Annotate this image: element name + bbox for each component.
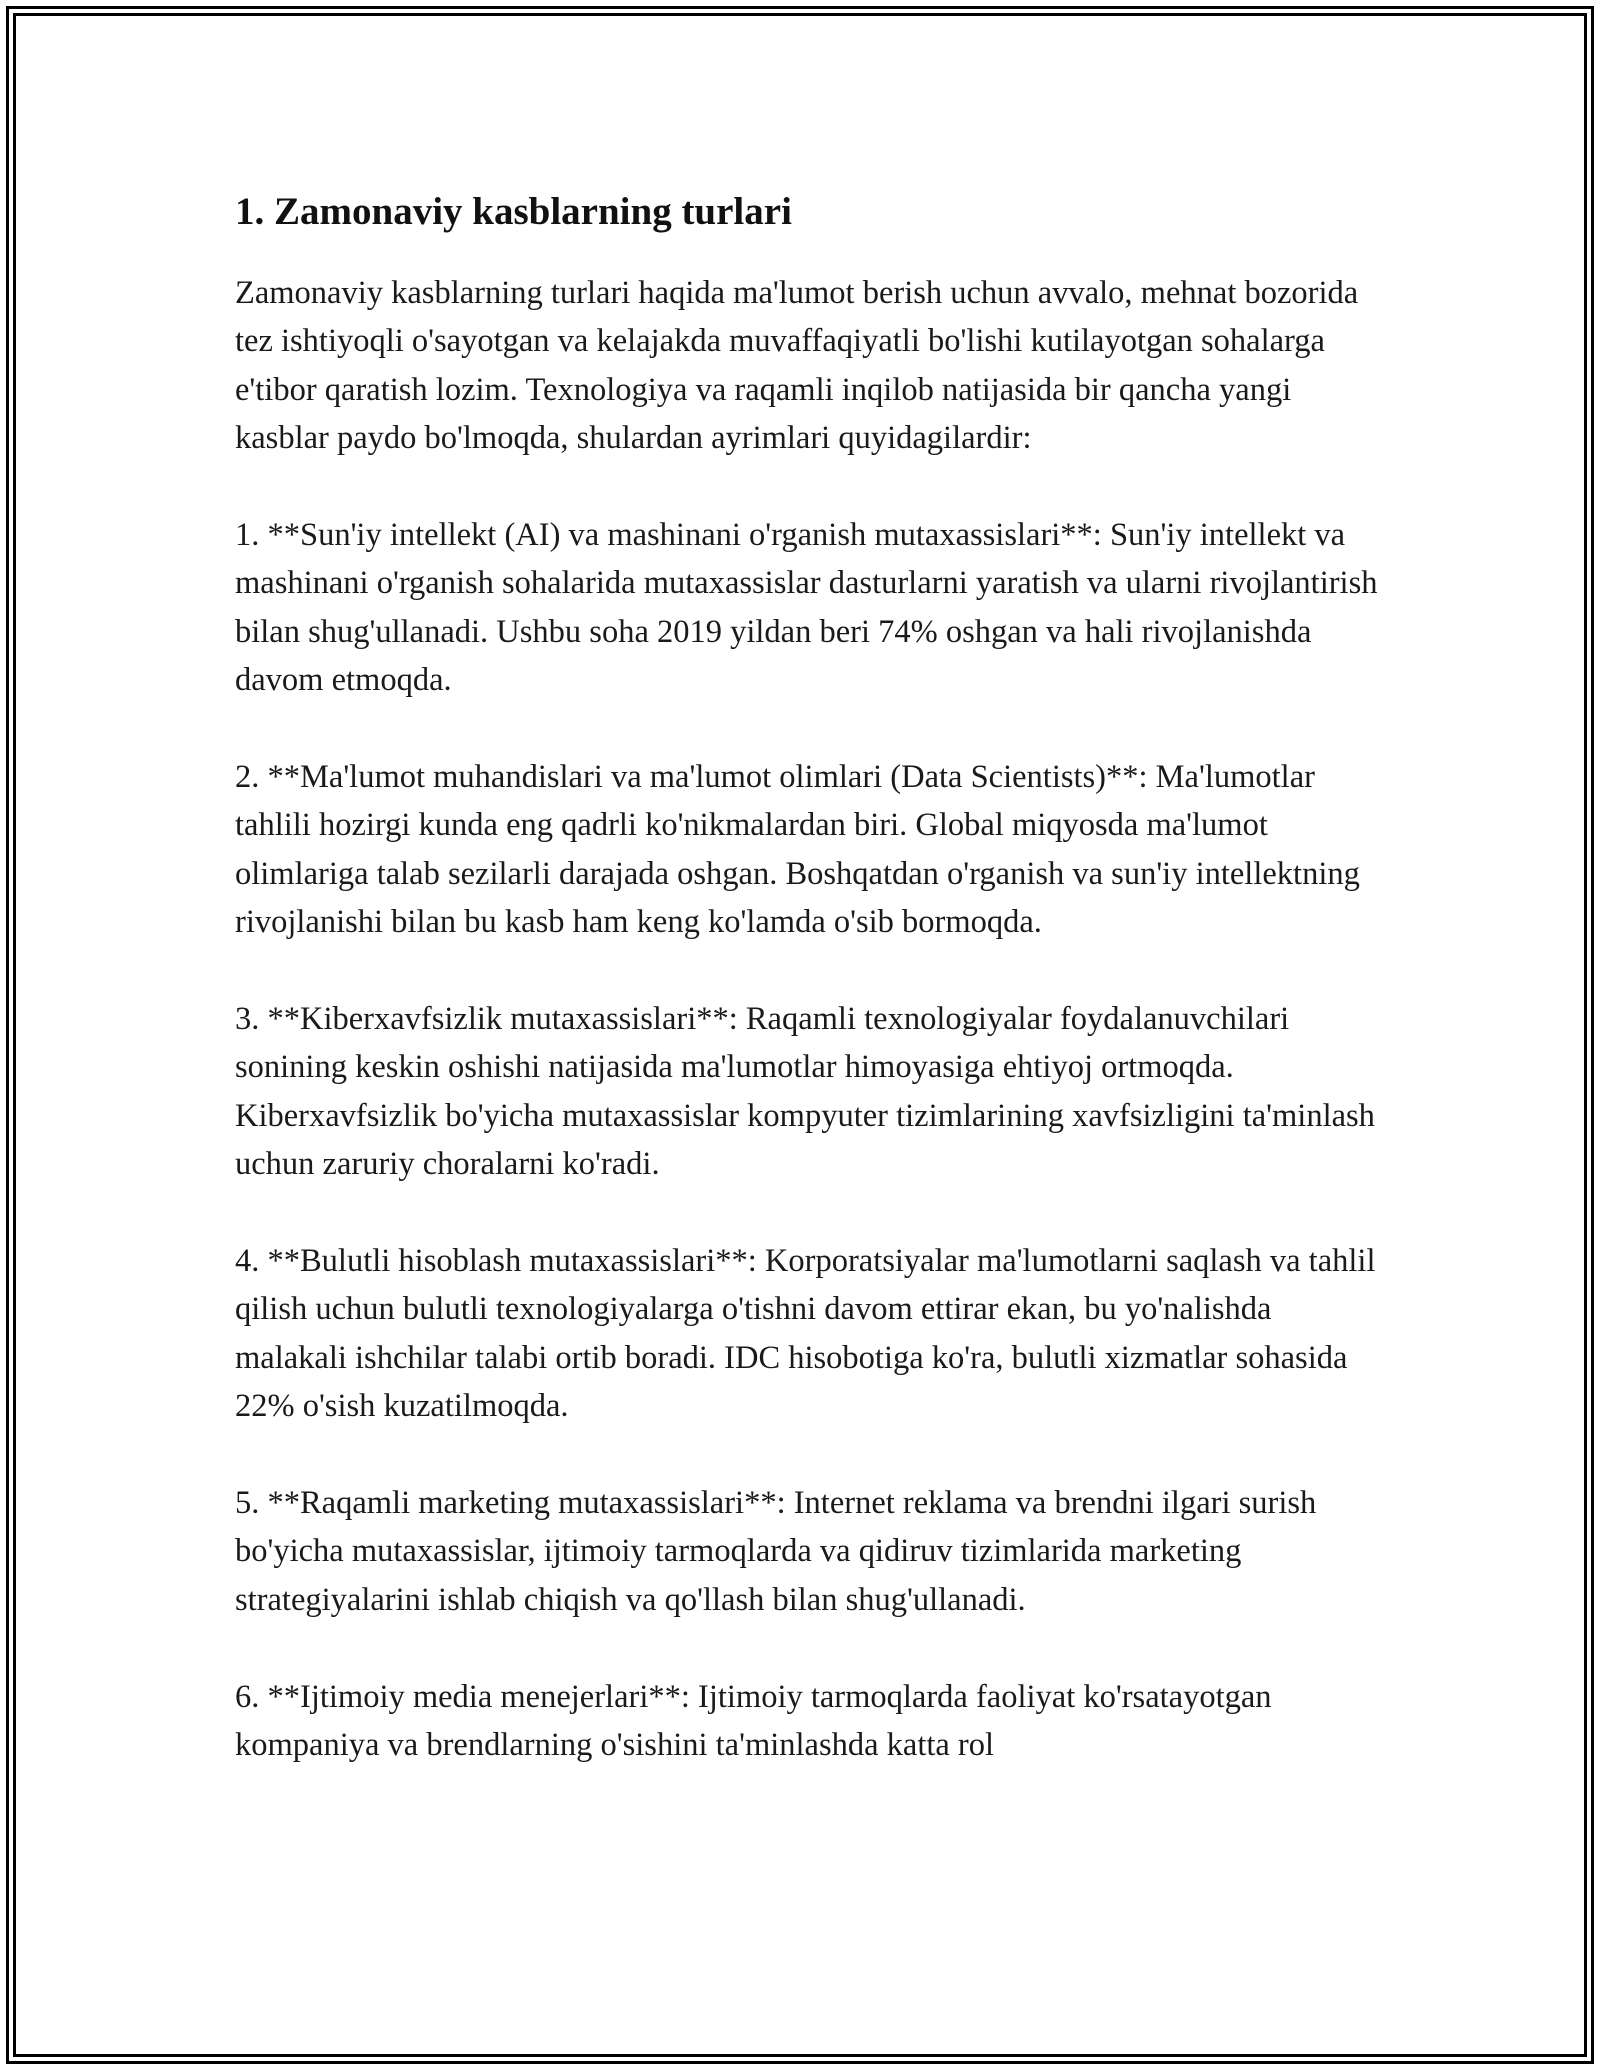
document-body <box>235 183 1385 1770</box>
list-item-data-scientists: 2. **Ma'lumot muhandislari va ma'lumot olimlari (Data Scientists)**: Ma'lumotlar tahlili hozirgi kunda eng qadrli ko'nikmalardan biri. Global miqyosda ma'lumot olimlariga talab sezilarli darajada oshgan. Boshqatdan o'rganish va sun'iy intellektning rivojlanishi bilan bu kasb ham keng ko'lamda o'sib bormoqda. <box>235 759 1360 941</box>
list-item-cloud-computing: 4. **Bulutli hisoblash mutaxassislari**: Korporatsiyalar ma'lumotlarni saqlash va tahlil qilish uchun bulutli texnologiyalarga o'tishni davom ettirar ekan, bu yo'nalishda malakali ishchilar talabi ortib boradi. IDC hisobotiga ko'ra, bulutli xizmatlar sohasida 22% o'sish kuzatilmoqda. <box>235 1243 1376 1425</box>
list-item-cybersecurity: 3. **Kiberxavfsizlik mutaxassislari**: Raqamli texnologiyalar foydalanuvchilari sonining keskin oshishi natijasida ma'lumotlar himoyasiga ehtiyoj ortmoqda. Kiberxavfsizlik bo'yicha mutaxassislar kompyuter tizimlarining xavfsizligini ta'minlash uchun zaruriy choralarni ko'radi. <box>235 1001 1375 1183</box>
list-item-ai-specialists: 1. **Sun'iy intellekt (AI) va mashinani o'rganish mutaxassislari**: Sun'iy intellekt va mashinani o'rganish sohalarida mutaxassislar dasturlarni yaratish va ularni rivojlantirish bilan shug'ullanadi. Ushbu soha 2019 yildan beri 74% oshgan va hali rivojlanishda davom etmoqda. <box>235 517 1378 699</box>
list-item-social-media: 6. **Ijtimoiy media menejerlari**: Ijtimoiy tarmoqlarda faoliyat ko'rsatayotgan kompaniya va brendlarning o'sishini ta'minlashda katta rol <box>235 1678 1272 1764</box>
list-item-digital-marketing: 5. **Raqamli marketing mutaxassislari**: Internet reklama va brendni ilgari surish bo'yicha mutaxassislar, ijtimoiy tarmoqlarda va qidiruv tizimlarida marketing strategiyalarini ishlab chiqish va qo'llash bilan shug'ullanadi. <box>235 1485 1317 1618</box>
section-heading: 1. Zamonaviy kasblarning turlari <box>235 190 792 233</box>
intro-paragraph: Zamonaviy kasblarning turlari haqida ma'lumot berish uchun avvalo, mehnat bozorida tez ishtiyoqli o'sayotgan va kelajakda muvaffaqiyatli bo'lishi kutilayotgan sohalarga e'tibor qaratish lozim. Texnologiya va raqamli inqilob natijasida bir qancha yangi kasblar paydo bo'lmoqda, shulardan ayrimlari quyidagilardir: <box>235 275 1359 457</box>
